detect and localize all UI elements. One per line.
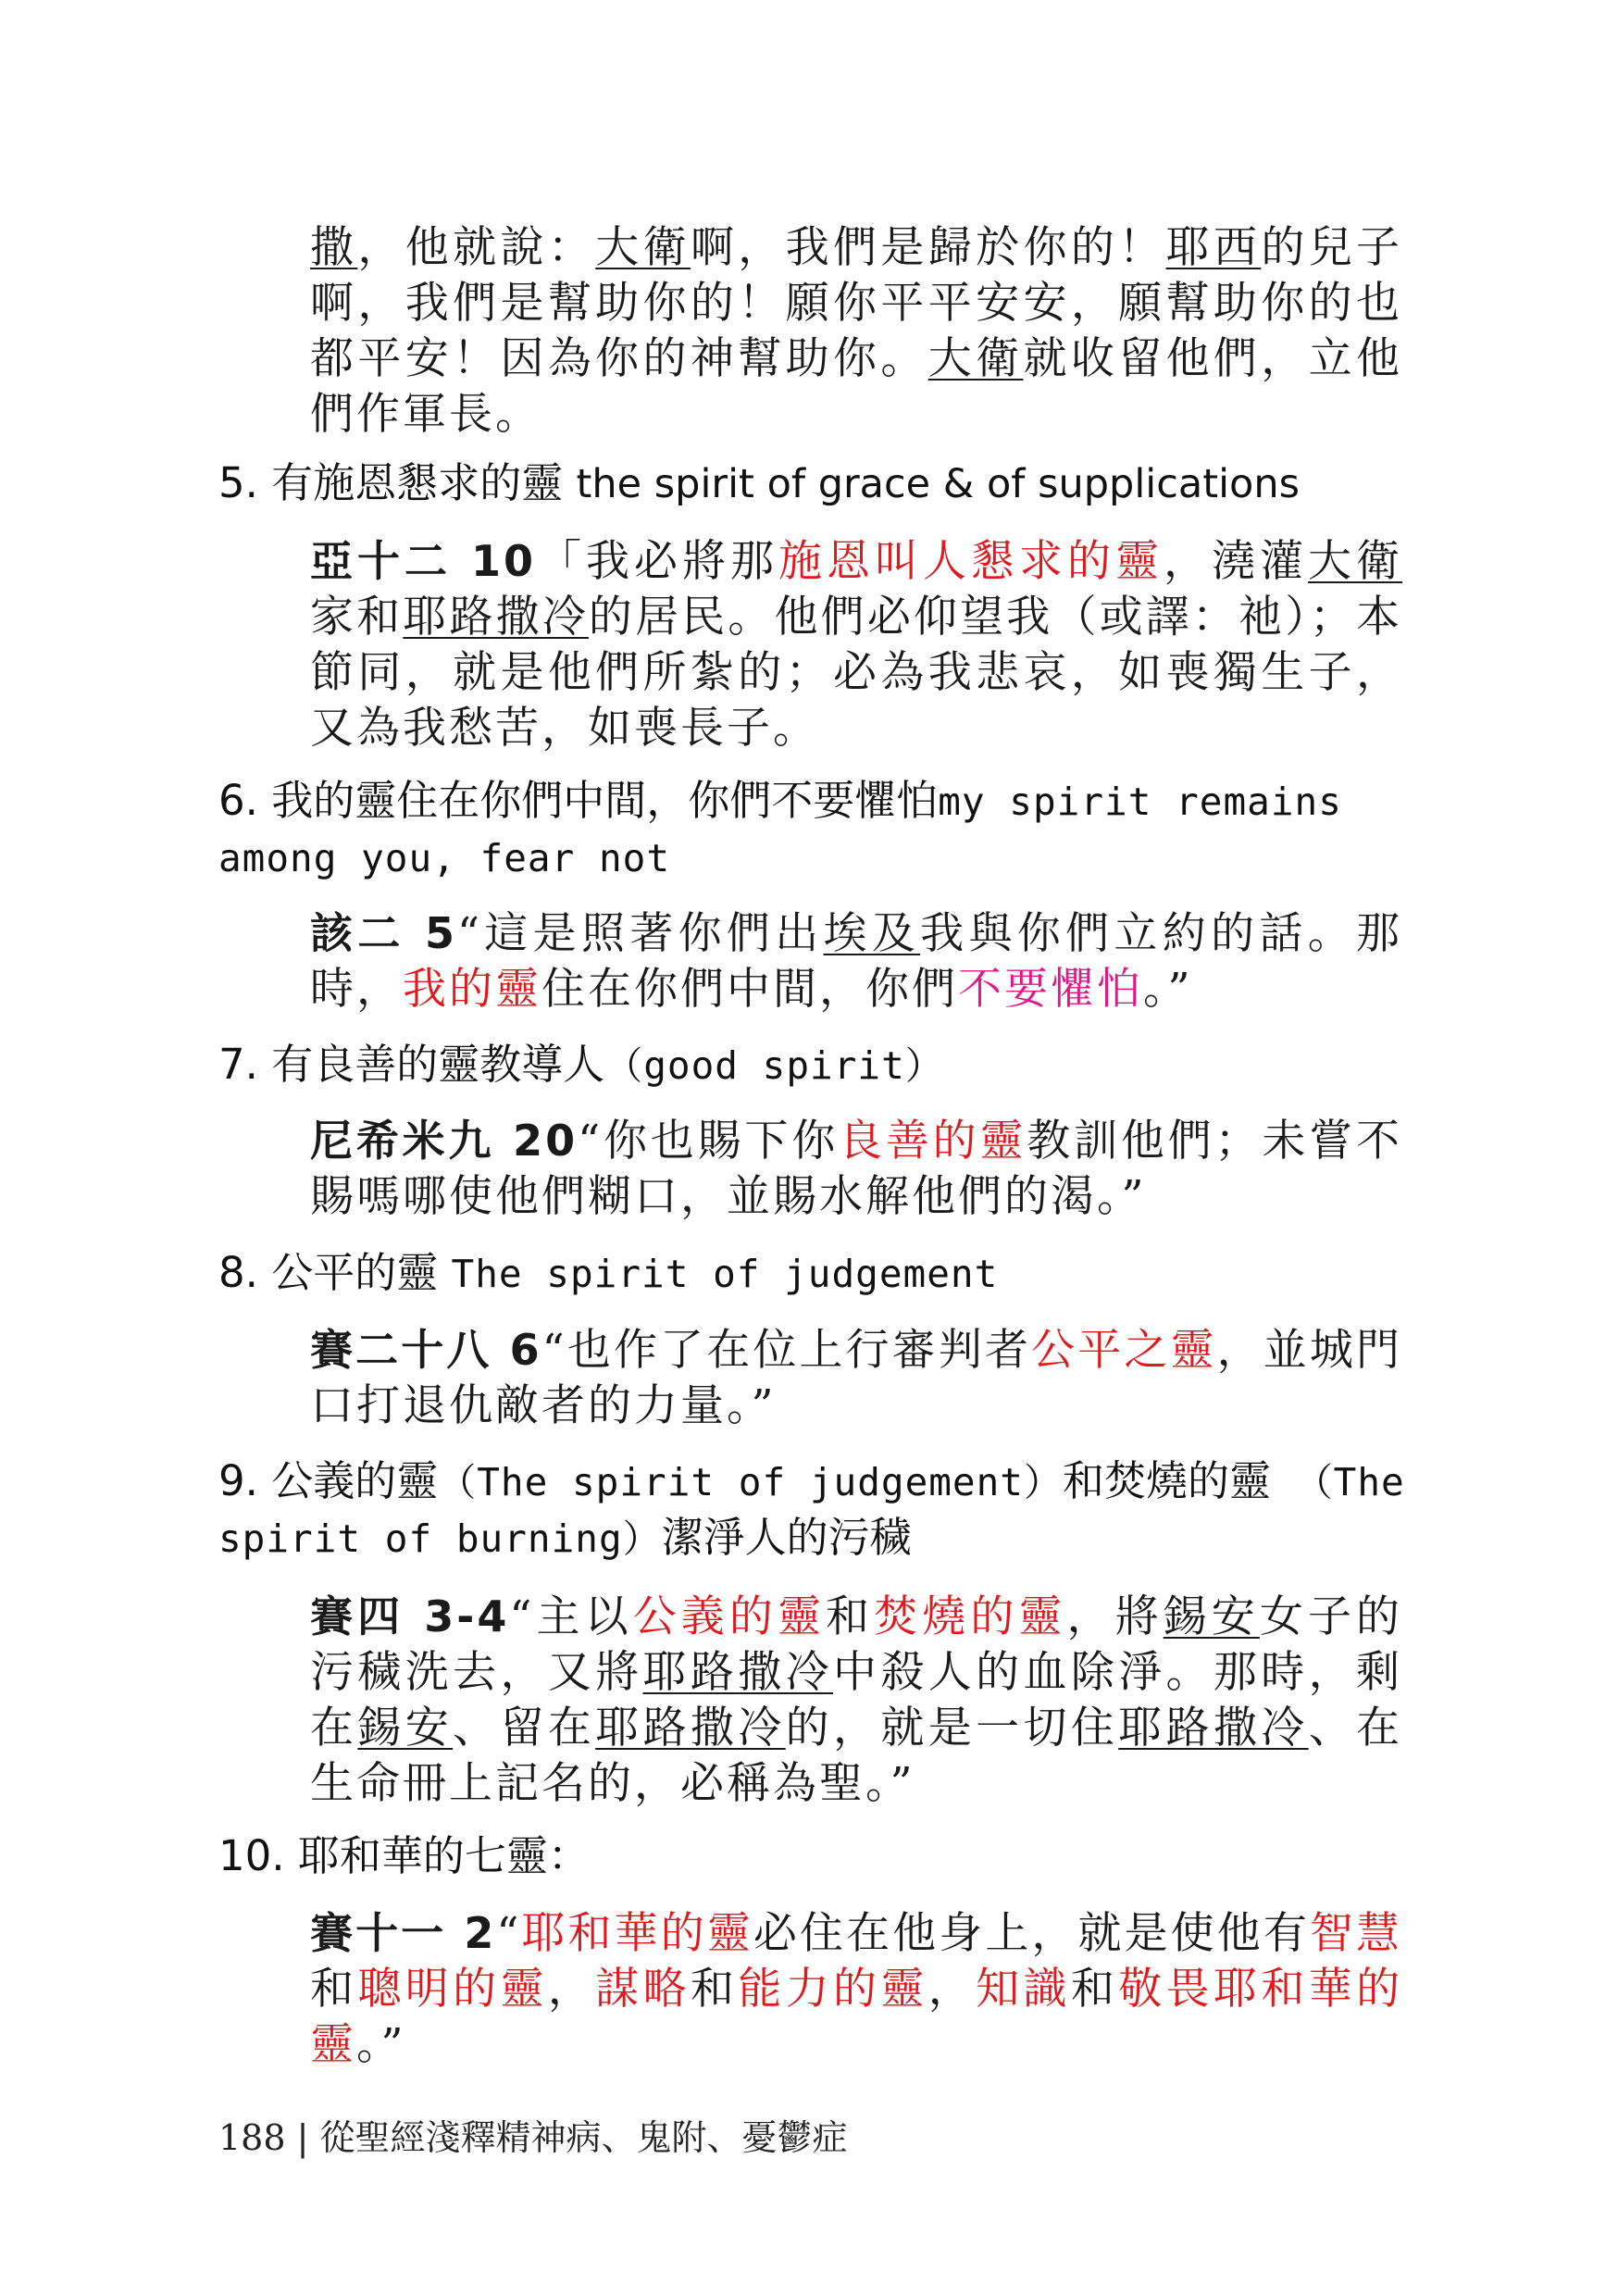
heading-zh: 10. 耶和華的七靈： — [218, 1831, 590, 1880]
quote-text: ， — [927, 1964, 977, 2015]
quote-text: 、留在 — [453, 1703, 596, 1753]
place-name: 錫安 — [357, 1703, 454, 1753]
scripture-reference: 亞十二 10 — [310, 536, 537, 586]
heading-zh: 7. 有良善的靈教導人 — [218, 1040, 605, 1089]
quote-text: “也作了在位上行審判者 — [541, 1325, 1032, 1376]
highlight-text: 我的靈 — [403, 964, 541, 1015]
section-6-quote — [310, 905, 1402, 1017]
person-name: 大衛 — [927, 333, 1024, 384]
highlight-text: 智慧 — [1309, 1908, 1403, 1959]
section-5-heading — [218, 455, 1408, 512]
heading-en: （The spirit of burning） — [218, 1460, 1405, 1561]
highlight-text: 耶和華的靈 — [521, 1908, 753, 1959]
quote-text: 。” — [1143, 964, 1193, 1015]
quote-text: “ — [496, 1908, 522, 1959]
heading-zh: 8. 公平的靈 — [218, 1248, 452, 1297]
quote-text: “這是照著你們出 — [456, 908, 824, 959]
book-title: 從聖經淺釋精神病、鬼附、憂鬱症 — [319, 2117, 848, 2158]
quote-text: 我與你們立約的話。那時， — [310, 908, 1403, 1015]
quote-text: 啊，我們是歸於你的！ — [690, 222, 1166, 273]
quote-text: 和 — [1070, 1964, 1119, 2015]
place-name: 耶路撒冷 — [595, 1703, 786, 1753]
person-name: 耶西 — [1165, 222, 1262, 273]
place-name: 耶路撒冷 — [403, 592, 589, 643]
quote-text: 。” — [356, 2019, 406, 2070]
footer-separator: | — [285, 2117, 320, 2158]
heading-zh: 6. 我的靈住在你們中間，你們不要懼怕 — [218, 776, 939, 825]
highlight-text: 聰明的靈 — [357, 1964, 548, 2015]
quote-text: 和 — [310, 1964, 358, 2015]
quote-text: 教訓他們；未嘗不賜嗎哪使他們糊口，並賜水解他們的渴。” — [310, 1116, 1403, 1222]
scripture-reference: 賽二十八 6 — [310, 1325, 542, 1375]
quote-text: “你也賜下你 — [578, 1116, 840, 1167]
section-7-heading — [218, 1037, 1408, 1093]
heading-en: the spirit of grace & of supplications — [576, 461, 1301, 507]
place-name: 撒 — [310, 222, 358, 273]
section-8-heading — [218, 1245, 1408, 1302]
quote-text: 和 — [690, 1964, 739, 2015]
quote-text: ，他就說： — [357, 222, 596, 273]
highlight-text: 不要懼怕 — [958, 964, 1143, 1015]
heading-en: my spirit remains among you, fear not — [218, 780, 1342, 880]
quote-text: 、在生命冊上記名的，必稱為聖。” — [310, 1703, 1403, 1809]
scripture-reference: 該二 5 — [310, 908, 457, 958]
place-name: 埃及 — [823, 908, 921, 959]
quote-text: 的，就是一切住 — [785, 1703, 1119, 1753]
heading-en: The spirit of judgement — [451, 1252, 999, 1296]
scripture-reference: 賽十一 2 — [310, 1908, 497, 1958]
quote-text: 住在你們中間，你們 — [541, 964, 958, 1015]
highlight-text: 施恩叫人懇求的靈 — [778, 536, 1164, 587]
scripture-reference: 賽四 3-4 — [310, 1591, 510, 1641]
highlight-text: 良善的靈 — [839, 1116, 1027, 1167]
section-7-quote — [310, 1113, 1402, 1225]
place-name: 錫安 — [1163, 1591, 1260, 1642]
quote-text: 就收留他們，立他們作軍長。 — [310, 333, 1403, 440]
quote-text: ，將 — [1066, 1591, 1164, 1642]
person-name: 大衛 — [1308, 536, 1403, 587]
page-number: 188 — [218, 2117, 286, 2158]
section-10-quote — [310, 1905, 1402, 2073]
highlight-text: 能力的靈 — [738, 1964, 928, 2015]
highlight-text: 焚燒的靈 — [874, 1591, 1067, 1642]
highlight-text: 知識 — [976, 1964, 1071, 2015]
quote-text: ， — [547, 1964, 596, 2015]
highlight-text: 敬畏耶和華的靈 — [310, 1964, 1403, 2070]
quote-text: 和 — [826, 1591, 875, 1642]
heading-en: （good spirit） — [604, 1043, 944, 1088]
section-9-heading — [218, 1454, 1408, 1566]
section-8-quote — [310, 1322, 1402, 1434]
quote-text: “主以 — [509, 1591, 633, 1642]
quote-text: 女子的污穢洗去，又將 — [310, 1591, 1403, 1698]
quote-text: 「我必將那 — [536, 536, 779, 587]
quote-text: ，澆灌 — [1164, 536, 1309, 587]
place-name: 耶路撒冷 — [1118, 1703, 1309, 1753]
highlight-text: 謀略 — [595, 1964, 691, 2015]
heading-en: （The spirit of judgement） — [438, 1460, 1063, 1504]
page-footer — [218, 2115, 848, 2160]
heading-zh: 和焚燒的靈 — [1062, 1456, 1271, 1505]
section-5-quote — [310, 533, 1402, 756]
heading-zh: 9. 公義的靈 — [218, 1456, 439, 1505]
quote-text: ，並城門口打退仇敵者的力量。” — [310, 1325, 1403, 1431]
section-10-heading — [218, 1828, 1408, 1884]
section-6-heading — [218, 773, 1408, 886]
quote-text: 的兒子啊，我們是幫助你的！願你平平安安，願幫助你的也都平安！因為你的神幫助你。 — [310, 222, 1403, 384]
scripture-reference: 尼希米九 20 — [310, 1116, 579, 1166]
highlight-text: 公義的靈 — [632, 1591, 827, 1642]
section-9-quote — [310, 1589, 1402, 1812]
highlight-text: 公平之靈 — [1031, 1325, 1217, 1376]
place-name: 耶路撒冷 — [642, 1647, 834, 1698]
quote-text: 家和 — [310, 592, 404, 643]
top-quote — [310, 220, 1402, 443]
heading-zh: 潔淨人的污穢 — [661, 1513, 912, 1562]
quote-text: 的居民。他們必仰望我（或譯：祂）；本節同，就是他們所紮的；必為我悲哀，如喪獨生子，又為我愁苦，如喪長子。 — [310, 592, 1403, 754]
quote-text: 必住在他身上，就是使他有 — [753, 1908, 1310, 1959]
heading-zh: 5. 有施恩懇求的靈 — [218, 458, 577, 507]
person-name: 大衛 — [595, 222, 691, 273]
quote-text: 中殺人的血除淨。那時，剩在 — [310, 1647, 1403, 1753]
